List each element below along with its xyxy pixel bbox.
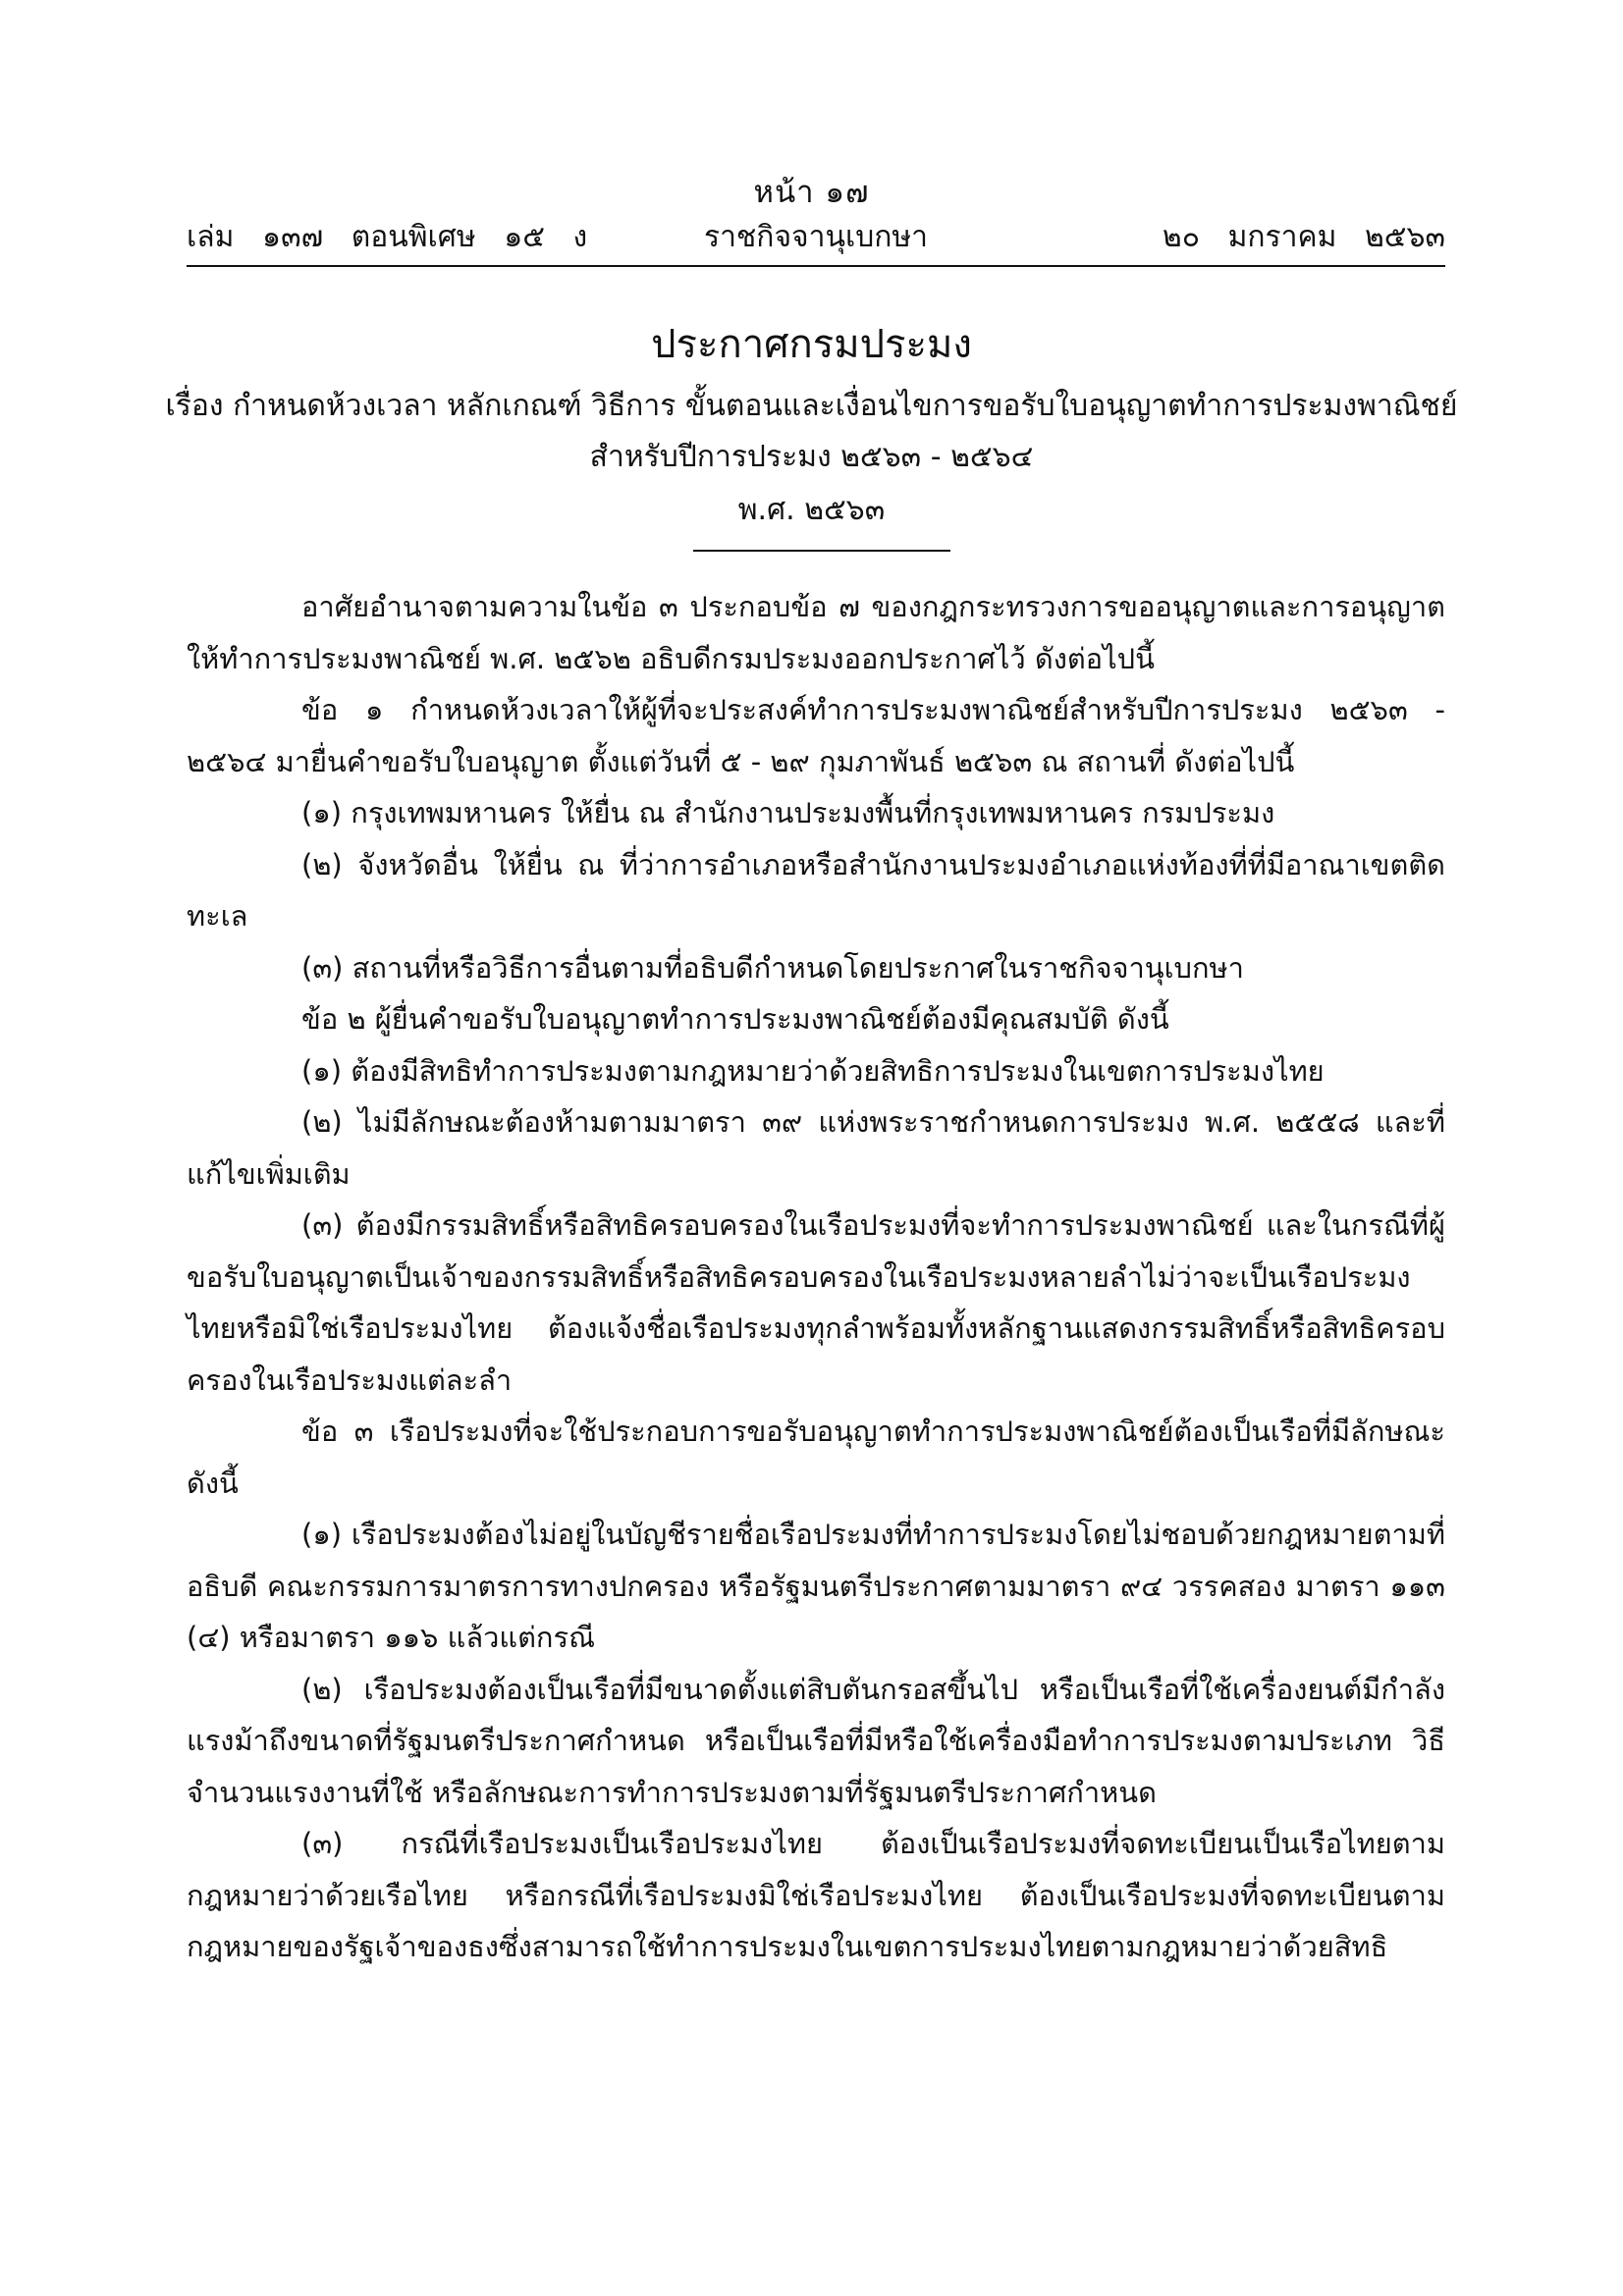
volume-issue: เล่ม ๑๓๗ ตอนพิเศษ ๑๕ ง — [187, 220, 588, 254]
paragraph: (๑) กรุงเทพมหานคร ให้ยื่น ณ สำนักงานประมงพื้นที่กรุงเทพมหานคร กรมประมง — [301, 796, 1275, 829]
paragraph: (๒) เรือประมงต้องเป็นเรือที่มีขนาดตั้งแต่สิบตันกรอสขึ้นไป หรือเป็นเรือที่ใช้เครื่องยนต์มีกำลังแรงม้าถึงขนาดที่รัฐมนตรีประกาศกำหนด หรือเป็นเรือที่มีหรือใช้เครื่องมือทำการประมงตามประเภท วิธี จำนวนแรงงานที่ใช้ หรือลักษณะการทำการประมงตามที่รัฐมนตรีประกาศกำหนด — [187, 1672, 1445, 1809]
announcement-body — [187, 581, 1445, 1973]
gazette-header — [187, 214, 1445, 259]
announcement-year: พ.ศ. ๒๕๖๓ — [737, 493, 886, 527]
publication-date: ๒๐ มกราคม ๒๕๖๓ — [1162, 220, 1445, 254]
paragraph: (๑) เรือประมงต้องไม่อยู่ในบัญชีรายชื่อเรือประมงที่ทำการประมงโดยไม่ชอบด้วยกฎหมายตามที่อธิบดี คณะกรรมการมาตรการทางปกครอง หรือรัฐมนตรีประกาศตามมาตรา ๙๔ วรรคสอง มาตรา ๑๑๓ (๔) หรือมาตรา ๑๑๖ แล้วแต่กรณี — [187, 1518, 1445, 1654]
title-divider — [693, 550, 950, 552]
paragraph: ข้อ ๓ เรือประมงที่จะใช้ประกอบการขอรับอนุญาตทำการประมงพาณิชย์ต้องเป็นเรือที่มีลักษณะ ดังนี้ — [187, 1415, 1445, 1500]
paragraph: ข้อ ๒ ผู้ยื่นคำขอรับใบอนุญาตทำการประมงพาณิชย์ต้องมีคุณสมบัติ ดังนี้ — [301, 1002, 1169, 1036]
subject-line-1: เรื่อง กำหนดห้วงเวลา หลักเกณฑ์ วิธีการ ขั้นตอนและเงื่อนไขการขอรับใบอนุญาตทำการประมงพาณิชย์ — [165, 389, 1458, 423]
paragraph: (๑) ต้องมีสิทธิทำการประมงตามกฎหมายว่าด้วยสิทธิการประมงในเขตการประมงไทย — [301, 1053, 1325, 1088]
gazette-name: ราชกิจจานุเบกษา — [703, 220, 929, 254]
paragraph: (๓) กรณีที่เรือประมงเป็นเรือประมงไทย ต้องเป็นเรือประมงที่จดทะเบียนเป็นเรือไทยตามกฎหมายว่าด้วยเรือไทย หรือกรณีที่เรือประมงมิใช่เรือประมงไทย ต้องเป็นเรือประมงที่จดทะเบียนตามกฎหมายของรัฐเจ้าของธงซึ่งสามารถใช้ทำการประมงในเขตการประมงไทยตามกฎหมายว่าด้วยสิทธิ — [187, 1827, 1445, 1963]
paragraph: ข้อ ๑ กำหนดห้วงเวลาให้ผู้ที่จะประสงค์ทำการประมงพาณิชย์สำหรับปีการประมง ๒๕๖๓ - ๒๕๖๔ มายื่นคำขอรับใบอนุญาต ตั้งแต่วันที่ ๕ - ๒๙ กุมภาพันธ์ ๒๕๖๓ ณ สถานที่ ดังต่อไปนี้ — [187, 693, 1445, 778]
paragraph: (๓) สถานที่หรือวิธีการอื่นตามที่อธิบดีกำหนดโดยประกาศในราชกิจจานุเบกษา — [301, 950, 1244, 985]
announcement-subject — [147, 381, 1476, 483]
paragraph: อาศัยอำนาจตามความในข้อ ๓ ประกอบข้อ ๗ ของกฎกระทรวงการขออนุญาตและการอนุญาตให้ทำการประมงพาณิชย์ พ.ศ. ๒๕๖๒ อธิบดีกรมประมงออกประกาศไว้ ดังต่อไปนี้ — [187, 590, 1445, 675]
header-divider — [187, 265, 1445, 267]
paragraph: (๓) ต้องมีกรรมสิทธิ์หรือสิทธิครอบครองในเรือประมงที่จะทำการประมงพาณิชย์ และในกรณีที่ผู้ขอรับใบอนุญาตเป็นเจ้าของกรรมสิทธิ์หรือสิทธิครอบครองในเรือประมงหลายลำไม่ว่าจะเป็นเรือประมงไทยหรือมิใช่เรือประมงไทย ต้องแจ้งชื่อเรือประมงทุกลำพร้อมทั้งหลักฐานแสดงกรรมสิทธิ์หรือสิทธิครอบครองในเรือประมงแต่ละลำ — [187, 1208, 1445, 1397]
paragraph: (๒) ไม่มีลักษณะต้องห้ามตามมาตรา ๓๙ แห่งพระราชกำหนดการประมง พ.ศ. ๒๕๕๘ และที่แก้ไขเพิ่มเติม — [187, 1105, 1445, 1191]
subject-line-2: สำหรับปีการประมง ๒๕๖๓ - ๒๕๖๔ — [589, 440, 1034, 474]
paragraph: (๒) จังหวัดอื่น ให้ยื่น ณ ที่ว่าการอำเภอหรือสำนักงานประมงอำเภอแห่งท้องที่ที่มีอาณาเขตติดทะเล — [187, 847, 1445, 933]
page-number: หน้า ๑๗ — [753, 175, 870, 210]
announcement-title: ประกาศกรมประมง — [651, 322, 972, 367]
